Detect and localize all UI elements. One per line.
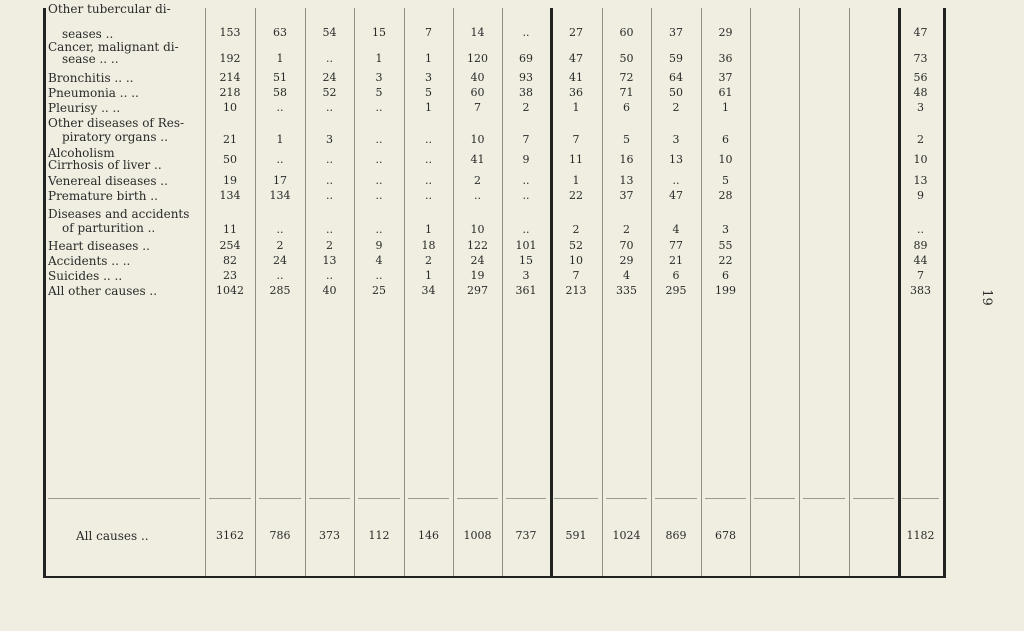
value-cell: .. xyxy=(522,189,530,202)
value-cell: 1 xyxy=(425,269,432,282)
total-value-cell: 373 xyxy=(319,529,340,542)
total-value-cell: 737 xyxy=(515,529,537,542)
value-cell: 10 xyxy=(718,153,733,166)
value-cell: 6 xyxy=(722,269,729,282)
value-cell: 192 xyxy=(219,52,241,65)
value-cell: 60 xyxy=(470,86,485,99)
value-cell: 5 xyxy=(425,86,432,99)
value-cell: 361 xyxy=(515,284,537,297)
value-cell: 10 xyxy=(913,153,928,166)
value-cell: 7 xyxy=(572,133,580,146)
cause-label-cont: sease .. .. xyxy=(62,52,119,66)
cause-label: Heart diseases .. xyxy=(48,239,150,253)
value-cell: 7 xyxy=(425,26,432,39)
value-cell: 3 xyxy=(917,101,924,114)
value-cell: 72 xyxy=(619,71,634,84)
value-cell: 285 xyxy=(269,284,291,297)
value-cell: .. xyxy=(522,174,530,187)
cause-label-cont: piratory organs .. xyxy=(62,130,168,144)
column-rule xyxy=(750,8,751,576)
value-cell: 28 xyxy=(718,189,733,202)
value-cell: .. xyxy=(425,153,432,166)
value-cell: 47 xyxy=(913,26,928,39)
total-rule xyxy=(853,498,894,499)
value-cell: 6 xyxy=(722,133,729,146)
total-value-cell: 678 xyxy=(715,529,736,542)
total-value-cell: 112 xyxy=(368,529,390,542)
value-cell: 1 xyxy=(572,101,580,114)
value-cell: 1 xyxy=(425,52,432,65)
value-cell: 50 xyxy=(619,52,634,65)
cause-label: Accidents .. .. xyxy=(48,254,131,268)
value-cell: .. xyxy=(425,133,432,146)
cause-label: Pleurisy .. .. xyxy=(48,101,121,115)
value-cell: .. xyxy=(425,174,432,187)
value-cell: 36 xyxy=(569,86,583,99)
value-cell: .. xyxy=(276,153,284,166)
cause-label-cont: of parturition .. xyxy=(62,221,156,235)
value-cell: 58 xyxy=(273,86,287,99)
total-rule xyxy=(902,498,939,499)
value-cell: 19 xyxy=(223,174,237,187)
value-cell: 3 xyxy=(425,71,432,84)
value-cell: 134 xyxy=(269,189,291,202)
value-cell: 1 xyxy=(722,101,729,114)
value-cell: 101 xyxy=(515,239,537,252)
value-cell: 2 xyxy=(522,101,530,114)
value-cell: 7 xyxy=(917,269,924,282)
value-cell: 47 xyxy=(669,189,683,202)
value-cell: 50 xyxy=(669,86,683,99)
total-rule xyxy=(408,498,449,499)
total-value-cell: 3162 xyxy=(216,529,244,542)
value-cell: 41 xyxy=(470,153,485,166)
page-number: 19 xyxy=(978,289,994,306)
value-cell: 60 xyxy=(619,26,634,39)
value-cell: 5 xyxy=(722,174,729,187)
total-rule xyxy=(209,498,251,499)
value-cell: 24 xyxy=(470,254,485,267)
value-cell: 29 xyxy=(718,26,733,39)
value-cell: 37 xyxy=(619,189,634,202)
value-cell: 64 xyxy=(669,71,683,84)
cause-label: Venereal diseases .. xyxy=(48,174,168,188)
total-rule xyxy=(754,498,795,499)
total-label: All causes .. xyxy=(76,529,149,543)
value-cell: 82 xyxy=(223,254,237,267)
value-cell: .. xyxy=(326,174,333,187)
total-value-cell: 869 xyxy=(665,529,687,542)
total-rule xyxy=(705,498,746,499)
value-cell: 120 xyxy=(467,52,488,65)
value-cell: 37 xyxy=(669,26,683,39)
cause-label: Suicides .. .. xyxy=(48,269,123,283)
value-cell: 21 xyxy=(223,133,237,146)
value-cell: 383 xyxy=(910,284,931,297)
value-cell: 15 xyxy=(519,254,533,267)
value-cell: 11 xyxy=(569,153,583,166)
value-cell: 61 xyxy=(718,86,733,99)
value-cell: .. xyxy=(375,189,383,202)
value-cell: 295 xyxy=(665,284,687,297)
cause-label-cont: seases .. xyxy=(62,27,114,41)
value-cell: 3 xyxy=(672,133,680,146)
total-value-cell: 1008 xyxy=(463,529,492,542)
value-cell: 44 xyxy=(913,254,928,267)
value-cell: 1 xyxy=(572,174,580,187)
value-cell: .. xyxy=(522,26,530,39)
cause-label: Pneumonia .. .. xyxy=(48,86,139,100)
total-value-cell: 146 xyxy=(418,529,439,542)
value-cell: .. xyxy=(326,223,333,236)
value-cell: 3 xyxy=(522,269,530,282)
value-cell: 77 xyxy=(669,239,683,252)
value-cell: 4 xyxy=(623,269,630,282)
value-cell: 13 xyxy=(669,153,683,166)
value-cell: 22 xyxy=(718,254,733,267)
total-rule xyxy=(48,498,200,499)
total-rule xyxy=(803,498,845,499)
table-left-border xyxy=(43,8,46,576)
value-cell: 24 xyxy=(322,71,337,84)
total-value-cell: 1182 xyxy=(906,529,935,542)
value-cell: .. xyxy=(375,153,383,166)
value-cell: .. xyxy=(522,223,530,236)
value-cell: 10 xyxy=(569,254,583,267)
value-cell: 213 xyxy=(565,284,587,297)
table-bottom-border xyxy=(43,576,946,578)
cause-label: Diseases and accidents xyxy=(48,207,190,221)
value-cell: 19 xyxy=(470,269,485,282)
value-cell: 6 xyxy=(672,269,680,282)
value-cell: 71 xyxy=(619,86,634,99)
value-cell: 17 xyxy=(273,174,287,187)
value-cell: 34 xyxy=(421,284,436,297)
value-cell: 93 xyxy=(519,71,533,84)
value-cell: .. xyxy=(276,223,284,236)
value-cell: .. xyxy=(474,189,481,202)
value-cell: 2 xyxy=(276,239,284,252)
value-cell: 23 xyxy=(223,269,237,282)
value-cell: .. xyxy=(326,269,333,282)
value-cell: 37 xyxy=(718,71,733,84)
value-cell: 10 xyxy=(223,101,237,114)
value-cell: 297 xyxy=(467,284,488,297)
value-cell: 214 xyxy=(219,71,241,84)
value-cell: .. xyxy=(375,223,383,236)
column-rule xyxy=(849,8,850,576)
value-cell: 134 xyxy=(219,189,241,202)
value-cell: 1042 xyxy=(216,284,244,297)
cause-label: Bronchitis .. .. xyxy=(48,71,134,85)
value-cell: 2 xyxy=(474,174,481,187)
total-rule xyxy=(309,498,350,499)
total-rule xyxy=(457,498,498,499)
value-cell: 2 xyxy=(917,133,924,146)
total-value-cell: 786 xyxy=(269,529,291,542)
value-cell: 3 xyxy=(326,133,333,146)
value-cell: 335 xyxy=(616,284,637,297)
value-cell: 2 xyxy=(572,223,580,236)
value-cell: 13 xyxy=(322,254,337,267)
cause-label: Other diseases of Res- xyxy=(48,116,185,130)
cause-label: Other tubercular di- xyxy=(48,2,171,16)
value-cell: .. xyxy=(672,174,680,187)
value-cell: .. xyxy=(326,189,333,202)
table-right-border xyxy=(943,8,946,576)
value-cell: 3 xyxy=(375,71,383,84)
value-cell: 40 xyxy=(322,284,337,297)
cause-label: Alcoholism xyxy=(48,146,115,160)
value-cell: 89 xyxy=(913,239,928,252)
value-cell: .. xyxy=(276,269,284,282)
total-value-cell: 591 xyxy=(565,529,587,542)
column-rule xyxy=(799,8,800,576)
value-cell: 9 xyxy=(522,153,530,166)
value-cell: 4 xyxy=(672,223,680,236)
value-cell: 48 xyxy=(913,86,928,99)
value-cell: 54 xyxy=(322,26,337,39)
value-cell: 47 xyxy=(569,52,583,65)
value-cell: 27 xyxy=(569,26,583,39)
value-cell: .. xyxy=(326,101,333,114)
value-cell: 59 xyxy=(669,52,683,65)
value-cell: 1 xyxy=(375,52,383,65)
value-cell: 18 xyxy=(421,239,436,252)
total-rule xyxy=(506,498,546,499)
total-rule xyxy=(655,498,697,499)
value-cell: 254 xyxy=(219,239,241,252)
value-cell: 21 xyxy=(669,254,683,267)
value-cell: 218 xyxy=(219,86,241,99)
value-cell: 11 xyxy=(223,223,237,236)
value-cell: 22 xyxy=(569,189,583,202)
value-cell: 70 xyxy=(619,239,634,252)
value-cell: 1 xyxy=(425,101,432,114)
value-cell: 40 xyxy=(470,71,485,84)
value-cell: 15 xyxy=(372,26,386,39)
value-cell: 2 xyxy=(425,254,432,267)
value-cell: 2 xyxy=(623,223,630,236)
cause-label: Premature birth .. xyxy=(48,189,158,203)
value-cell: 4 xyxy=(375,254,383,267)
cause-label: All other causes .. xyxy=(48,284,158,298)
cause-label-cont: Cirrhosis of liver .. xyxy=(48,158,162,172)
value-cell: 10 xyxy=(470,133,485,146)
cause-label: Cancer, malignant di- xyxy=(48,40,179,54)
value-cell: 55 xyxy=(718,239,733,252)
total-rule xyxy=(358,498,400,499)
value-cell: 13 xyxy=(619,174,634,187)
value-cell: .. xyxy=(375,269,383,282)
value-cell: 5 xyxy=(623,133,630,146)
total-rule xyxy=(554,498,598,499)
value-cell: 50 xyxy=(223,153,237,166)
value-cell: 3 xyxy=(722,223,729,236)
value-cell: .. xyxy=(375,133,383,146)
total-value-cell: 1024 xyxy=(612,529,641,542)
value-cell: 7 xyxy=(572,269,580,282)
value-cell: 6 xyxy=(623,101,630,114)
value-cell: 52 xyxy=(322,86,337,99)
value-cell: .. xyxy=(276,101,284,114)
value-cell: 38 xyxy=(519,86,533,99)
value-cell: .. xyxy=(917,223,924,236)
value-cell: 199 xyxy=(715,284,736,297)
value-cell: 52 xyxy=(569,239,583,252)
value-cell: 25 xyxy=(372,284,386,297)
value-cell: .. xyxy=(425,189,432,202)
value-cell: 41 xyxy=(569,71,583,84)
value-cell: 9 xyxy=(917,189,924,202)
value-cell: 1 xyxy=(425,223,432,236)
value-cell: 1 xyxy=(276,52,284,65)
value-cell: 56 xyxy=(913,71,928,84)
value-cell: 1 xyxy=(276,133,284,146)
value-cell: 63 xyxy=(273,26,287,39)
value-cell: 13 xyxy=(913,174,928,187)
value-cell: 36 xyxy=(718,52,733,65)
value-cell: 9 xyxy=(375,239,383,252)
value-cell: 29 xyxy=(619,254,634,267)
value-cell: 73 xyxy=(913,52,928,65)
value-cell: 10 xyxy=(470,223,485,236)
value-cell: .. xyxy=(326,52,333,65)
value-cell: 24 xyxy=(273,254,287,267)
value-cell: 51 xyxy=(273,71,287,84)
value-cell: 7 xyxy=(522,133,530,146)
value-cell: 122 xyxy=(467,239,488,252)
value-cell: 5 xyxy=(375,86,383,99)
value-cell: .. xyxy=(326,153,333,166)
value-cell: 69 xyxy=(519,52,533,65)
value-cell: 14 xyxy=(470,26,485,39)
value-cell: 7 xyxy=(474,101,481,114)
value-cell: 2 xyxy=(672,101,680,114)
total-rule xyxy=(259,498,301,499)
value-cell: 153 xyxy=(219,26,241,39)
value-cell: 2 xyxy=(326,239,333,252)
total-rule xyxy=(606,498,647,499)
value-cell: .. xyxy=(375,101,383,114)
value-cell: 16 xyxy=(619,153,634,166)
value-cell: .. xyxy=(375,174,383,187)
